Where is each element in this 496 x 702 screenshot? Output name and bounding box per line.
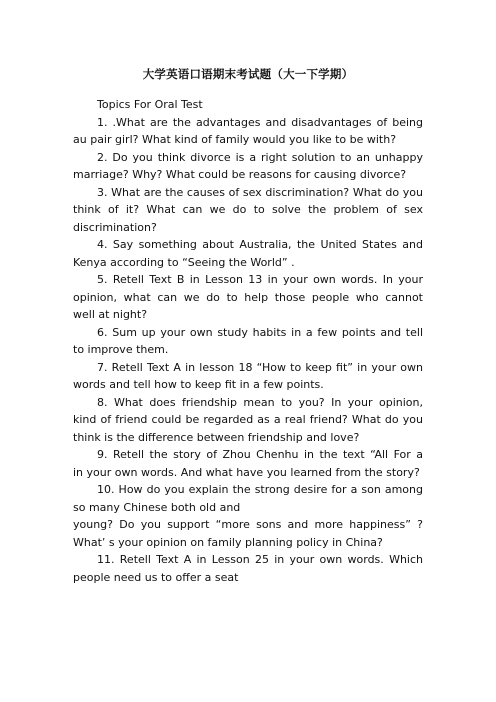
text-line: in your own words. And what have you learned from the story? bbox=[73, 465, 420, 479]
text-line: think is the difference between friendship and love? bbox=[73, 430, 360, 444]
text-line: 9. Retell the story of Zhou Chenhu in the text “All For a bbox=[97, 448, 423, 461]
text-line: people need us to offer a seat bbox=[73, 570, 239, 584]
text-line: au pair girl? What kind of family would you like to be with? bbox=[73, 133, 397, 146]
text-line: opinion, what can we do to help those people who cannot bbox=[73, 290, 423, 304]
text-line: young? Do you support “more sons and more happiness” ? bbox=[73, 518, 423, 531]
text-line: marriage? Why? What could be reasons for causing divorce? bbox=[73, 168, 407, 181]
document-title: 大学英语口语期末考试题（大一下学期） bbox=[142, 67, 354, 81]
document-body bbox=[73, 96, 423, 586]
text-line: 3. What are the causes of sex discrimination? What do you bbox=[97, 185, 423, 199]
text-line: 11. Retell Text A in Lesson 25 in your own words. Which bbox=[97, 553, 423, 566]
text-line: words and tell how to keep fit in a few points. bbox=[73, 378, 324, 391]
text-line: kind of friend could be regarded as a real friend? What do you bbox=[73, 413, 423, 426]
text-line: What’ s your opinion on family planning policy in China? bbox=[73, 535, 383, 549]
text-line: discrimination? bbox=[73, 220, 157, 234]
text-line: 2. Do you think divorce is a right solution to an unhappy bbox=[97, 150, 423, 164]
text-line: so many Chinese both old and bbox=[73, 500, 241, 514]
text-line: 4. Say something about Australia, the United States and bbox=[97, 238, 423, 251]
question-list bbox=[73, 114, 423, 587]
text-line: think of it? What can we do to solve the problem of sex bbox=[73, 203, 423, 216]
text-line: 7. Retell Text A in lesson 18 “How to keep fit” in your own bbox=[97, 360, 423, 374]
text-line: 10. How do you explain the strong desire for a son among bbox=[97, 483, 423, 496]
text-line: Kenya according to “Seeing the World” . bbox=[73, 255, 295, 269]
text-line: 6. Sum up your own study habits in a few points and tell bbox=[97, 325, 423, 339]
text-line: to improve them. bbox=[73, 343, 169, 356]
text-line: 1. .What are the advantages and disadvantages of being bbox=[97, 115, 423, 129]
text-line: 8. What does friendship mean to you? In your opinion, bbox=[97, 395, 423, 409]
text-line: well at night? bbox=[73, 308, 148, 321]
text-line: 5. Retell Text B in Lesson 13 in your own words. In your bbox=[97, 273, 423, 286]
section-heading: Topics For Oral Test bbox=[97, 98, 203, 111]
